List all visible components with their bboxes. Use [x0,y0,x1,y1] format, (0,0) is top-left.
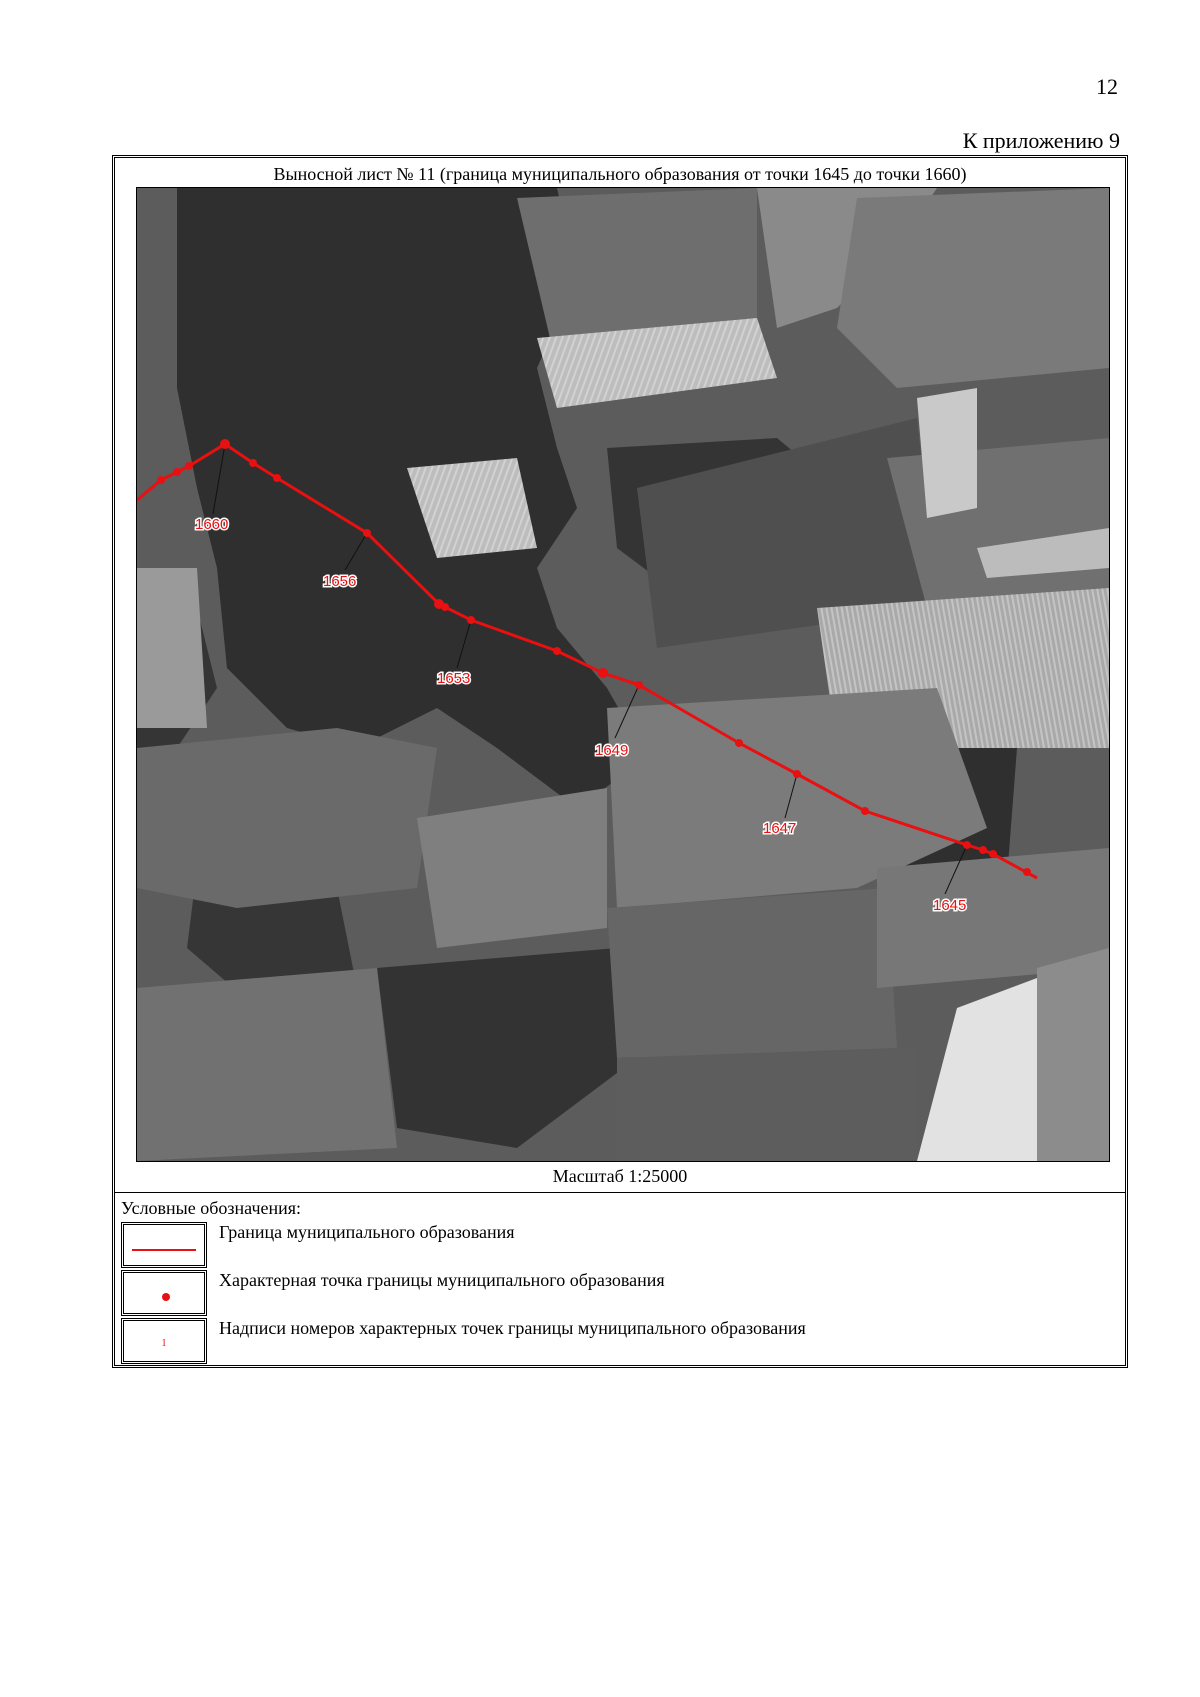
map-sheet-frame [112,155,1128,1368]
boundary-point[interactable] [441,603,449,611]
boundary-line-symbol [121,1222,207,1268]
boundary-point-1645[interactable] [963,841,971,849]
boundary-point-1656[interactable] [363,529,371,537]
legend-item-point [121,1270,1111,1320]
boundary-point[interactable] [185,462,193,470]
map-scale: Масштаб 1:25000 [552,1166,688,1186]
satellite-map[interactable] [136,187,1110,1162]
legend-label: Граница муниципального образования [219,1222,515,1242]
boundary-point-1653[interactable] [467,616,475,624]
annex-caption: К приложению 9 [962,128,1120,153]
boundary-point[interactable] [989,850,997,858]
number-label-symbol [121,1318,207,1364]
number-symbol-text: 1 [161,1338,167,1349]
boundary-point[interactable] [598,668,608,678]
point-label: 1645 [933,897,967,914]
boundary-point[interactable] [979,846,987,854]
boundary-point[interactable] [735,739,743,747]
boundary-point-1660[interactable] [220,439,230,449]
legend-item-label [121,1318,1111,1368]
legend-divider [115,1192,1125,1193]
boundary-point[interactable] [273,474,281,482]
map-svg [137,188,1109,1161]
point-label: 1660 [195,516,229,533]
point-label: 1656 [323,573,357,590]
boundary-point[interactable] [861,807,869,815]
boundary-point-1647[interactable] [793,770,801,778]
boundary-point[interactable] [1023,868,1031,876]
boundary-point[interactable] [173,468,181,476]
point-symbol [121,1270,207,1316]
boundary-point[interactable] [553,647,561,655]
point-label: 1653 [437,670,471,687]
legend-title: Условные обозначения: [121,1198,302,1218]
boundary-point[interactable] [157,476,165,484]
boundary-point[interactable] [249,459,257,467]
point-label: 1647 [763,820,797,837]
point-label: 1649 [595,742,629,759]
page-number: 12 [1096,74,1118,99]
legend-item-boundary [121,1222,1111,1272]
legend-label: Характерная точка границы муниципального образования [219,1270,665,1290]
sheet-title: Выносной лист № 11 (граница муниципального образования от точки 1645 до точки 1660) [273,164,967,184]
legend-label: Надписи номеров характерных точек границы муниципального образования [219,1318,806,1338]
boundary-point-1649[interactable] [635,681,643,689]
